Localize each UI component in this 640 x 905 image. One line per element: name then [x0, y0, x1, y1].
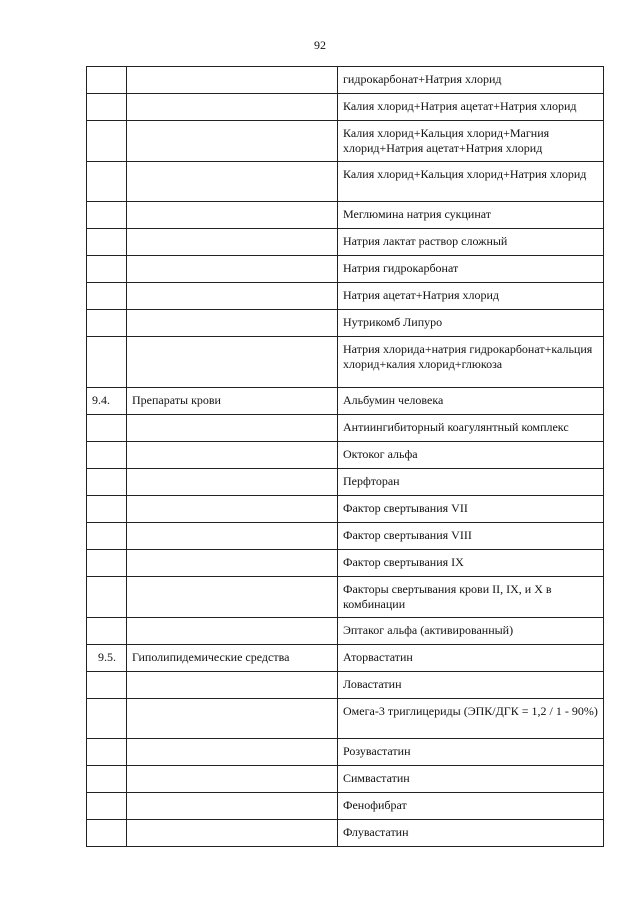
- table-row: [87, 67, 604, 94]
- table-body: [87, 67, 604, 847]
- drug-group-cell: [127, 310, 338, 337]
- section-number-cell: [87, 415, 127, 442]
- drug-name-cell: Натрия гидрокарбонат: [338, 256, 604, 283]
- table-row: [87, 256, 604, 283]
- drug-list-table: [86, 66, 604, 847]
- section-number-cell: [87, 523, 127, 550]
- drug-name-cell: Флувастатин: [338, 820, 604, 847]
- table-row: [87, 496, 604, 523]
- drug-name-cell: Ловастатин: [338, 672, 604, 699]
- section-number-cell: [87, 202, 127, 229]
- drug-name-cell: Розувастатин: [338, 739, 604, 766]
- table-row: [87, 739, 604, 766]
- table-row: [87, 469, 604, 496]
- drug-name-cell: Натрия ацетат+Натрия хлорид: [338, 283, 604, 310]
- drug-name-cell: гидрокарбонат+Натрия хлорид: [338, 67, 604, 94]
- table-row: [87, 820, 604, 847]
- section-number-cell: [87, 256, 127, 283]
- section-number-cell: [87, 793, 127, 820]
- section-number-cell: [87, 310, 127, 337]
- table-row: [87, 672, 604, 699]
- drug-group-cell: [127, 672, 338, 699]
- drug-group-cell: [127, 618, 338, 645]
- section-number-cell: [87, 739, 127, 766]
- drug-name-cell: Калия хлорид+Кальция хлорид+Натрия хлорид: [338, 162, 604, 202]
- table-row: [87, 337, 604, 388]
- table-row: [87, 388, 604, 415]
- section-number-cell: [87, 283, 127, 310]
- drug-name-cell: Эптаког альфа (активированный): [338, 618, 604, 645]
- drug-name-cell: Перфторан: [338, 469, 604, 496]
- drug-name-cell: Октоког альфа: [338, 442, 604, 469]
- drug-group-cell: [127, 94, 338, 121]
- drug-group-cell: [127, 523, 338, 550]
- drug-name-cell: Фактор свертывания IX: [338, 550, 604, 577]
- drug-name-cell: Калия хлорид+Натрия ацетат+Натрия хлорид: [338, 94, 604, 121]
- drug-name-cell: Фенофибрат: [338, 793, 604, 820]
- table-row: [87, 645, 604, 672]
- table-row: [87, 442, 604, 469]
- drug-name-cell: Натрия лактат раствор сложный: [338, 229, 604, 256]
- drug-name-cell: Калия хлорид+Кальция хлорид+Магния хлорид+Натрия ацетат+Натрия хлорид: [338, 121, 604, 162]
- drug-name-cell: Аторвастатин: [338, 645, 604, 672]
- drug-group-cell: [127, 739, 338, 766]
- table-row: [87, 121, 604, 162]
- drug-group-cell: [127, 283, 338, 310]
- drug-name-cell: Альбумин человека: [338, 388, 604, 415]
- drug-group-cell: [127, 415, 338, 442]
- drug-group-cell: [127, 496, 338, 523]
- section-number-cell: [87, 121, 127, 162]
- table-row: [87, 577, 604, 618]
- drug-group-cell: [127, 229, 338, 256]
- section-number-cell: [87, 229, 127, 256]
- table-row: [87, 618, 604, 645]
- section-number-cell: [87, 162, 127, 202]
- drug-name-cell: Омега-3 триглицериды (ЭПК/ДГК = 1,2 / 1 - 90%): [338, 699, 604, 739]
- drug-name-cell: Факторы свертывания крови II, IX, и X в комбинации: [338, 577, 604, 618]
- drug-group-cell: [127, 202, 338, 229]
- section-number-cell: [87, 618, 127, 645]
- drug-group-cell: [127, 793, 338, 820]
- section-number-cell: 9.4.: [87, 388, 127, 415]
- table-row: [87, 550, 604, 577]
- drug-name-cell: Нутрикомб Липуро: [338, 310, 604, 337]
- drug-group-cell: [127, 121, 338, 162]
- drug-group-cell: [127, 162, 338, 202]
- section-number-cell: [87, 496, 127, 523]
- drug-group-cell: [127, 469, 338, 496]
- section-number-cell: [87, 67, 127, 94]
- section-number-cell: [87, 469, 127, 496]
- drug-name-cell: Меглюмина натрия сукцинат: [338, 202, 604, 229]
- drug-name-cell: Фактор свертывания VIII: [338, 523, 604, 550]
- section-number-cell: [87, 699, 127, 739]
- table-row: [87, 523, 604, 550]
- table-row: [87, 415, 604, 442]
- drug-name-cell: Симвастатин: [338, 766, 604, 793]
- section-number-cell: [87, 820, 127, 847]
- table-row: [87, 699, 604, 739]
- drug-group-cell: Препараты крови: [127, 388, 338, 415]
- section-number-cell: [87, 337, 127, 388]
- drug-name-cell: Антиингибиторный коагулянтный комплекс: [338, 415, 604, 442]
- section-number-cell: [87, 442, 127, 469]
- page-number: 92: [314, 38, 326, 52]
- table-row: [87, 310, 604, 337]
- table-row: [87, 793, 604, 820]
- table-row: [87, 94, 604, 121]
- drug-name-cell: Натрия хлорида+натрия гидрокарбонат+кальция хлорид+калия хлорид+глюкоза: [338, 337, 604, 388]
- drug-group-cell: [127, 442, 338, 469]
- drug-group-cell: [127, 577, 338, 618]
- table-row: [87, 229, 604, 256]
- drug-group-cell: [127, 766, 338, 793]
- section-number-cell: [87, 94, 127, 121]
- table-row: [87, 283, 604, 310]
- drug-group-cell: [127, 256, 338, 283]
- table-row: [87, 162, 604, 202]
- table-row: [87, 202, 604, 229]
- section-number-cell: [87, 550, 127, 577]
- drug-group-cell: [127, 820, 338, 847]
- drug-group-cell: [127, 699, 338, 739]
- section-number-cell: [87, 766, 127, 793]
- drug-name-cell: Фактор свертывания VII: [338, 496, 604, 523]
- section-number-cell: 9.5.: [87, 645, 127, 672]
- section-number-cell: [87, 672, 127, 699]
- drug-group-cell: [127, 67, 338, 94]
- drug-group-cell: Гиполипидемические средства: [127, 645, 338, 672]
- section-number-cell: [87, 577, 127, 618]
- drug-group-cell: [127, 337, 338, 388]
- drug-group-cell: [127, 550, 338, 577]
- table-row: [87, 766, 604, 793]
